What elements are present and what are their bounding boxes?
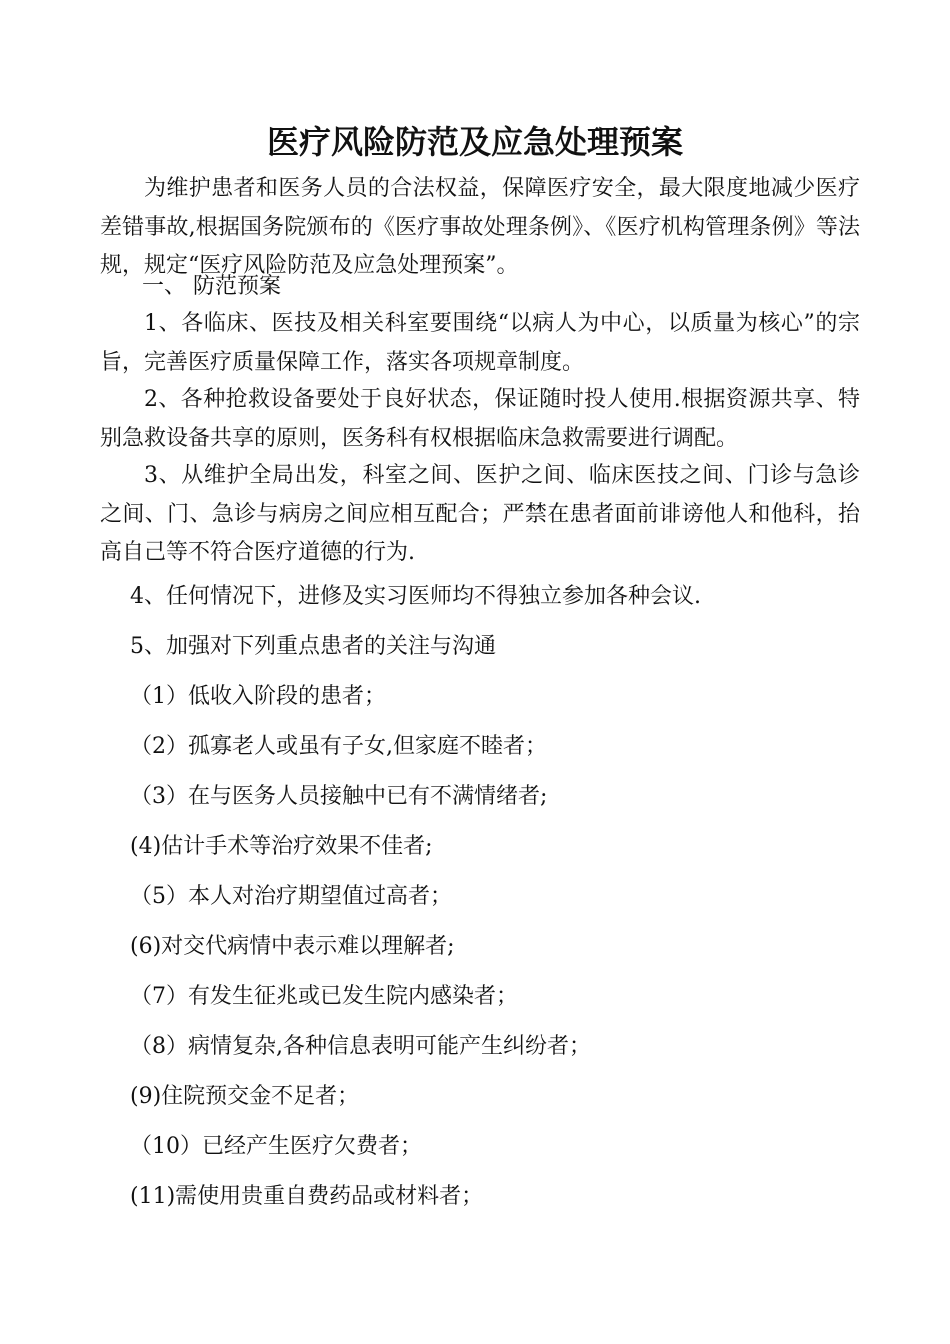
paragraph-3: 3、从维护全局出发，科室之间、医护之间、临床医技之间、门诊与急诊之间、门、急诊与病房之间应相互配合；严禁在患者面前诽谤他人和他科，抬高自己等不符合医疗道德的行为. xyxy=(100,463,860,565)
list-item: (4)估计手术等治疗效果不佳者; xyxy=(130,834,433,859)
list-item: （7）有发生征兆或已发生院内感染者； xyxy=(130,984,518,1009)
page-title: 医疗风险防范及应急处理预案 xyxy=(266,123,683,161)
section-heading: 一、 防范预案 xyxy=(142,274,281,299)
list-item: （5）本人对治疗期望值过高者； xyxy=(130,884,452,909)
paragraph-1: 1、各临床、医技及相关科室要围绕“以病人为中心，以质量为核心”的宗旨，完善医疗质量保障工作，落实各项规章制度。 xyxy=(100,311,860,375)
paragraph-2: 2、各种抢救设备要处于良好状态，保证随时投人使用.根据资源共享、特别急救设备共享的原则，医务科有权根据临床急救需要进行调配。 xyxy=(100,387,860,451)
intro-paragraph: 为维护患者和医务人员的合法权益，保障医疗安全，最大限度地减少医疗差错事故,根据国务院颁布的《医疗事故处理条例》、《医疗机构管理条例》等法规，规定“医疗风险防范及应急处理预案”。 xyxy=(100,176,860,278)
list-item: （1）低收入阶段的患者； xyxy=(130,684,386,709)
list-item: (6)对交代病情中表示难以理解者; xyxy=(130,934,455,959)
list-item: （3）在与医务人员接触中已有不满情绪者; xyxy=(130,784,548,809)
paragraph-5: 5、加强对下列重点患者的关注与沟通 xyxy=(130,634,496,659)
list-item: (11)需使用贵重自费药品或材料者； xyxy=(130,1184,484,1209)
list-item: （8）病情复杂,各种信息表明可能产生纠纷者； xyxy=(130,1034,591,1059)
list-item: （10）已经产生医疗欠费者； xyxy=(130,1134,422,1159)
list-item: （2）孤寡老人或虽有子女,但家庭不睦者； xyxy=(130,734,547,759)
list-item: (9)住院预交金不足者； xyxy=(130,1084,360,1109)
paragraph-4: 4、任何情况下，进修及实习医师均不得独立参加各种会议. xyxy=(130,584,701,609)
